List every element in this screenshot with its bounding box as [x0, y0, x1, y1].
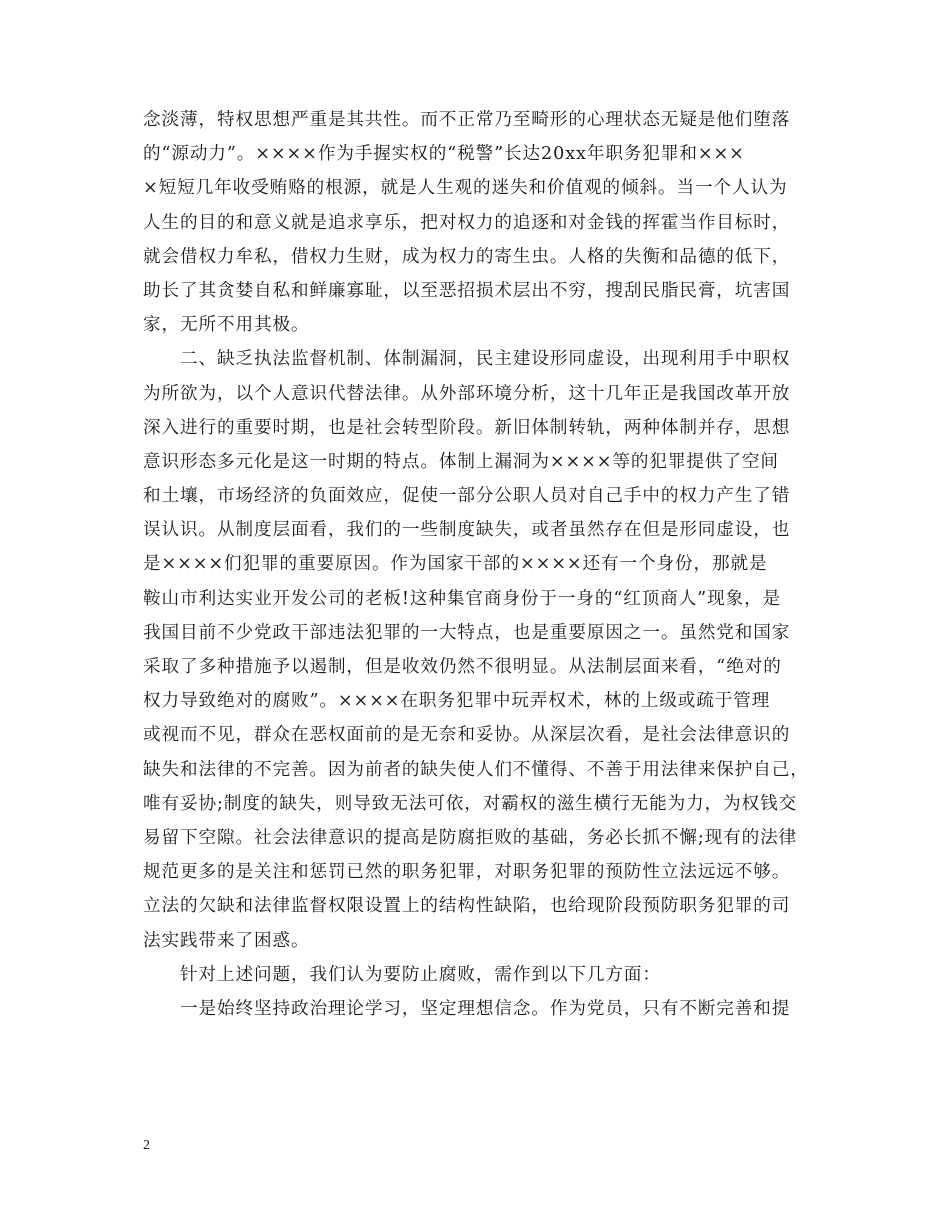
text-line: 权力导致绝对的腐败”。××××在职务犯罪中玩弄权术，林的上级或疏于管理 — [143, 691, 771, 712]
text-line: 误认识。从制度层面看，我们的一些制度缺失，或者虽然存在但是形同虚设，也 — [143, 520, 791, 541]
text-line: ×短短几年收受贿赂的根源，就是人生观的迷失和价值观的倾斜。当一个人认为 — [143, 178, 788, 199]
text-line: 和土壤，市场经济的负面效应，促使一部分公职人员对自己手中的权力产生了错 — [143, 486, 791, 507]
text-line: 一是始终坚持政治理论学习，坚定理想信念。作为党员，只有不断完善和提 — [143, 998, 791, 1019]
body-text — [143, 103, 823, 1026]
text-line: 或视而不见，群众在恶权面前的是无奈和妥协。从深层次看，是社会法律意识的 — [143, 725, 791, 746]
text-line: 就会借权力牟私，借权力生财，成为权力的寄生虫。人格的失衡和品德的低下， — [143, 246, 791, 267]
text-line: 缺失和法律的不完善。因为前者的缺失使人们不懂得、不善于用法律来保护自己， — [143, 759, 809, 780]
text-line: 念淡薄，特权思想严重是其共性。而不正常乃至畸形的心理状态无疑是他们堕落 — [143, 110, 791, 130]
text-line: 易留下空隙。社会法律意识的提高是防腐拒败的基础，务必长抓不懈;现有的法律 — [143, 827, 798, 848]
text-line: 立法的欠缺和法律监督权限设置上的结构性缺陷，也给现阶段预防职务犯罪的司 — [143, 896, 791, 917]
text-line: 鞍山市利达实业开发公司的老板!这种集官商身份于一身的“红顶商人”现象，是 — [143, 588, 782, 609]
text-line: 针对上述问题，我们认为要防止腐败，需作到以下几方面： — [143, 964, 661, 985]
text-line: 规范更多的是关注和惩罚已然的职务犯罪，对职务犯罪的预防性立法远远不够。 — [143, 862, 791, 883]
text-line: 采取了多种措施予以遏制，但是收效仍然不很明显。从法制层面来看，“绝对的 — [143, 657, 782, 677]
text-line: 家，无所不用其极。 — [143, 315, 310, 336]
page-number: 2 — [143, 1138, 150, 1153]
text-line: 为所欲为，以个人意识代替法律。从外部环境分析，这十几年正是我国改革开放 — [143, 383, 791, 404]
text-line: 深入进行的重要时期，也是社会转型阶段。新旧体制转轨，两种体制并存，思想 — [143, 417, 791, 438]
text-line: 人生的目的和意义就是追求享乐，把对权力的追逐和对金钱的挥霍当作目标时， — [143, 212, 791, 233]
text-line: 助长了其贪婪自私和鲜廉寡耻，以至恶招损术层出不穷，搜刮民脂民膏，坑害国 — [143, 280, 791, 301]
text-line: 唯有妥协;制度的缺失，则导致无法可依，对霸权的滋生横行无能为力，为权钱交 — [143, 793, 798, 814]
text-line: 的“源动力”。××××作为手握实权的“税警”长达20xx年职务犯罪和××× — [143, 144, 745, 165]
text-line: 我国目前不少党政干部违法犯罪的一大特点，也是重要原因之一。虽然党和国家 — [143, 622, 791, 643]
text-line: 是××××们犯罪的重要原因。作为国家干部的××××还有一个身份，那就是 — [143, 554, 768, 575]
text-line: 意识形态多元化是这一时期的特点。体制上漏洞为××××等的犯罪提供了空间 — [143, 451, 779, 472]
text-line: 二、缺乏执法监督机制、体制漏洞，民主建设形同虚设，出现利用手中职权 — [143, 349, 791, 370]
text-line: 法实践带来了困惑。 — [143, 930, 310, 951]
